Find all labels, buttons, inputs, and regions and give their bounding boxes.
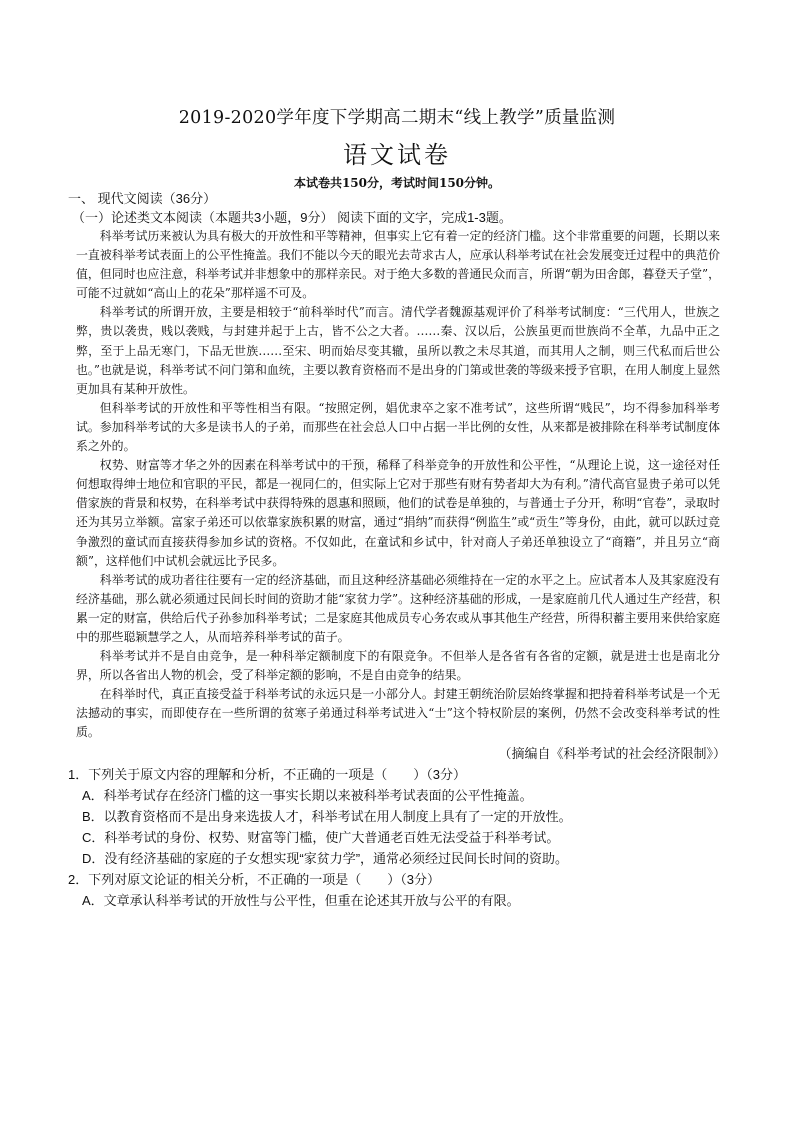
passage-paragraph-6: 科举考试并不是自由竞争，是一种科举定额制度下的有限竞争。不但举人是各省有各省的定额，就是进士也是南北分界，所以各省出人物的机会，受了科举定额的影响，不是自由竞争的结果。 xyxy=(76,649,720,683)
exam-subject: 语文试卷 xyxy=(343,141,451,169)
passage-source: （摘编自《科举考试的社会经济限制》） xyxy=(498,745,726,761)
passage-paragraph-7: 在科举时代，真正直接受益于科举考试的永远只是一小部分人。封建王朝统治阶层始终掌握和把持着科举考试是一个无法撼动的事实，而即使存在一些所谓的贫寒子弟通过科举考试进入“士”这个特权阶层的案例，仍然不会改变科举考试的性质。 xyxy=(76,687,720,740)
exam-body xyxy=(68,189,728,911)
passage-paragraph-1: 科举考试历来被认为具有极大的开放性和平等精神，但事实上它有着一定的经济门槛。这个非常重要的问题，长期以来一直被科举考试表面上的公平性掩盖。我们不能以今天的眼光去苛求古人，应承认科举考试在社会发展变迁过程中的典范价值，但同时也应注意，科举考试并非想象中的那样亲民。对于绝大多数的普通民众而言，所谓“朝为田舍郎，暮登天子堂”，可能不过就如“高山上的花朵”那样遥不可及。 xyxy=(76,229,720,301)
question-1-option-a: A．科举考试存在经济门槛的这一事实长期以来被科举考试表面的公平性掩盖。 xyxy=(82,787,533,803)
question-1-option-b: B．以教育资格而不是出身来选拔人才，科举考试在用人制度上具有了一定的开放性。 xyxy=(82,808,572,824)
question-1-option-d: D．没有经济基础的家庭的子女想实现“家贫力学”，通常必须经过民间长时间的资助。 xyxy=(82,850,569,866)
question-2-stem: 2．下列对原文论证的相关分析，不正确的一项是（ ）（3分） xyxy=(68,871,440,887)
question-2-option-a: A．文章承认科举考试的开放性与公平性，但重在论述其开放与公平的有限。 xyxy=(82,892,520,908)
question-1-stem: 1．下列关于原文内容的理解和分析，不正确的一项是（ ）（3分） xyxy=(68,766,466,782)
passage-paragraph-5: 科举考试的成功者往往要有一定的经济基础，而且这种经济基础必须维持在一定的水平之上。应试者本人及其家庭没有经济基础，那么就必须通过民间长时间的资助才能“家贫力学”。这种经济基础的形成，一是家庭前几代人通过生产经营，积累一定的财富，供给后代子孙参加科举考试；二是家庭其他成员专心务农或从事其他生产经营，所得积蓄主要用来供给家庭中的那些聪颖慧学之人，从而培养科举考试的苗子。 xyxy=(76,572,720,644)
passage-paragraph-2: 科举考试的所谓开放，主要是相较于“前科举时代”而言。清代学者魏源基观评价了科举考试制度：“三代用人，世族之弊，贵以袭贵，贱以袭贱，与封建并起于上古，皆不公之大者。……秦、汉以后，公族虽更而世族尚不全革，九品中正之弊，至于上品无寒门，下品无世族……至宋、明而始尽变其辙，虽所以教之未尽其道，而其用人之制，则三代私而后世公也。”也就是说，科举考试不问门第和血统，主要以教育资格而不是出身的门第或世袭的等级来授予官职，在用人制度上显然更加具有某种开放性。 xyxy=(76,305,720,396)
exam-title: 2019-2020学年度下学期高二期末“线上教学”质量监测 xyxy=(178,108,616,128)
exam-info: 本试卷共150分，考试时间150分钟。 xyxy=(293,176,501,190)
question-1-option-c: C．科举考试的身份、权势、财富等门槛，使广大普通老百姓无法受益于科举考试。 xyxy=(82,829,560,845)
passage-paragraph-3: 但科举考试的开放性和平等性相当有限。“按照定例，娼优隶卒之家不准考试”，这些所谓“贱民”，均不得参加科举考试。参加科举考试的大多是读书人的子弟，而那些在社会总人口中占据一半比例的女性，从来都是被排除在科举考试制度体系之外的。 xyxy=(76,400,720,454)
section-heading: 一、 现代文阅读（36分） xyxy=(68,191,217,206)
passage-paragraph-4: 权势、财富等才华之外的因素在科举考试中的干预，稀释了科举竞争的开放性和公平性，“从理论上说，这一途径对任何想取得绅士地位和官职的平民，都是一视同仁的，但实际上它对于那些有财有势者却大为有利。”清代高官显贵子弟可以凭借家族的背景和权势，在科举考试中获得特殊的恩惠和照顾，他们的试卷是单独的，与普通士子分开，称明“官卷”，录取时还为其另立举额。富家子弟还可以依靠家族积累的财富，通过“捐纳”而获得“例监生”或“贡生”等身份，由此，就可以跃过竞争激烈的童试而直接获得参加乡试的资格。不仅如此，在童试和乡试中，针对商人子弟还单独设立了“商籍”，并且另立“商额”，这样他们中试机会就远比予民多。 xyxy=(76,458,720,568)
part-heading: （一）论述类文本阅读（本题共3小题，9分） 阅读下面的文字，完成1-3题。 xyxy=(72,210,512,225)
